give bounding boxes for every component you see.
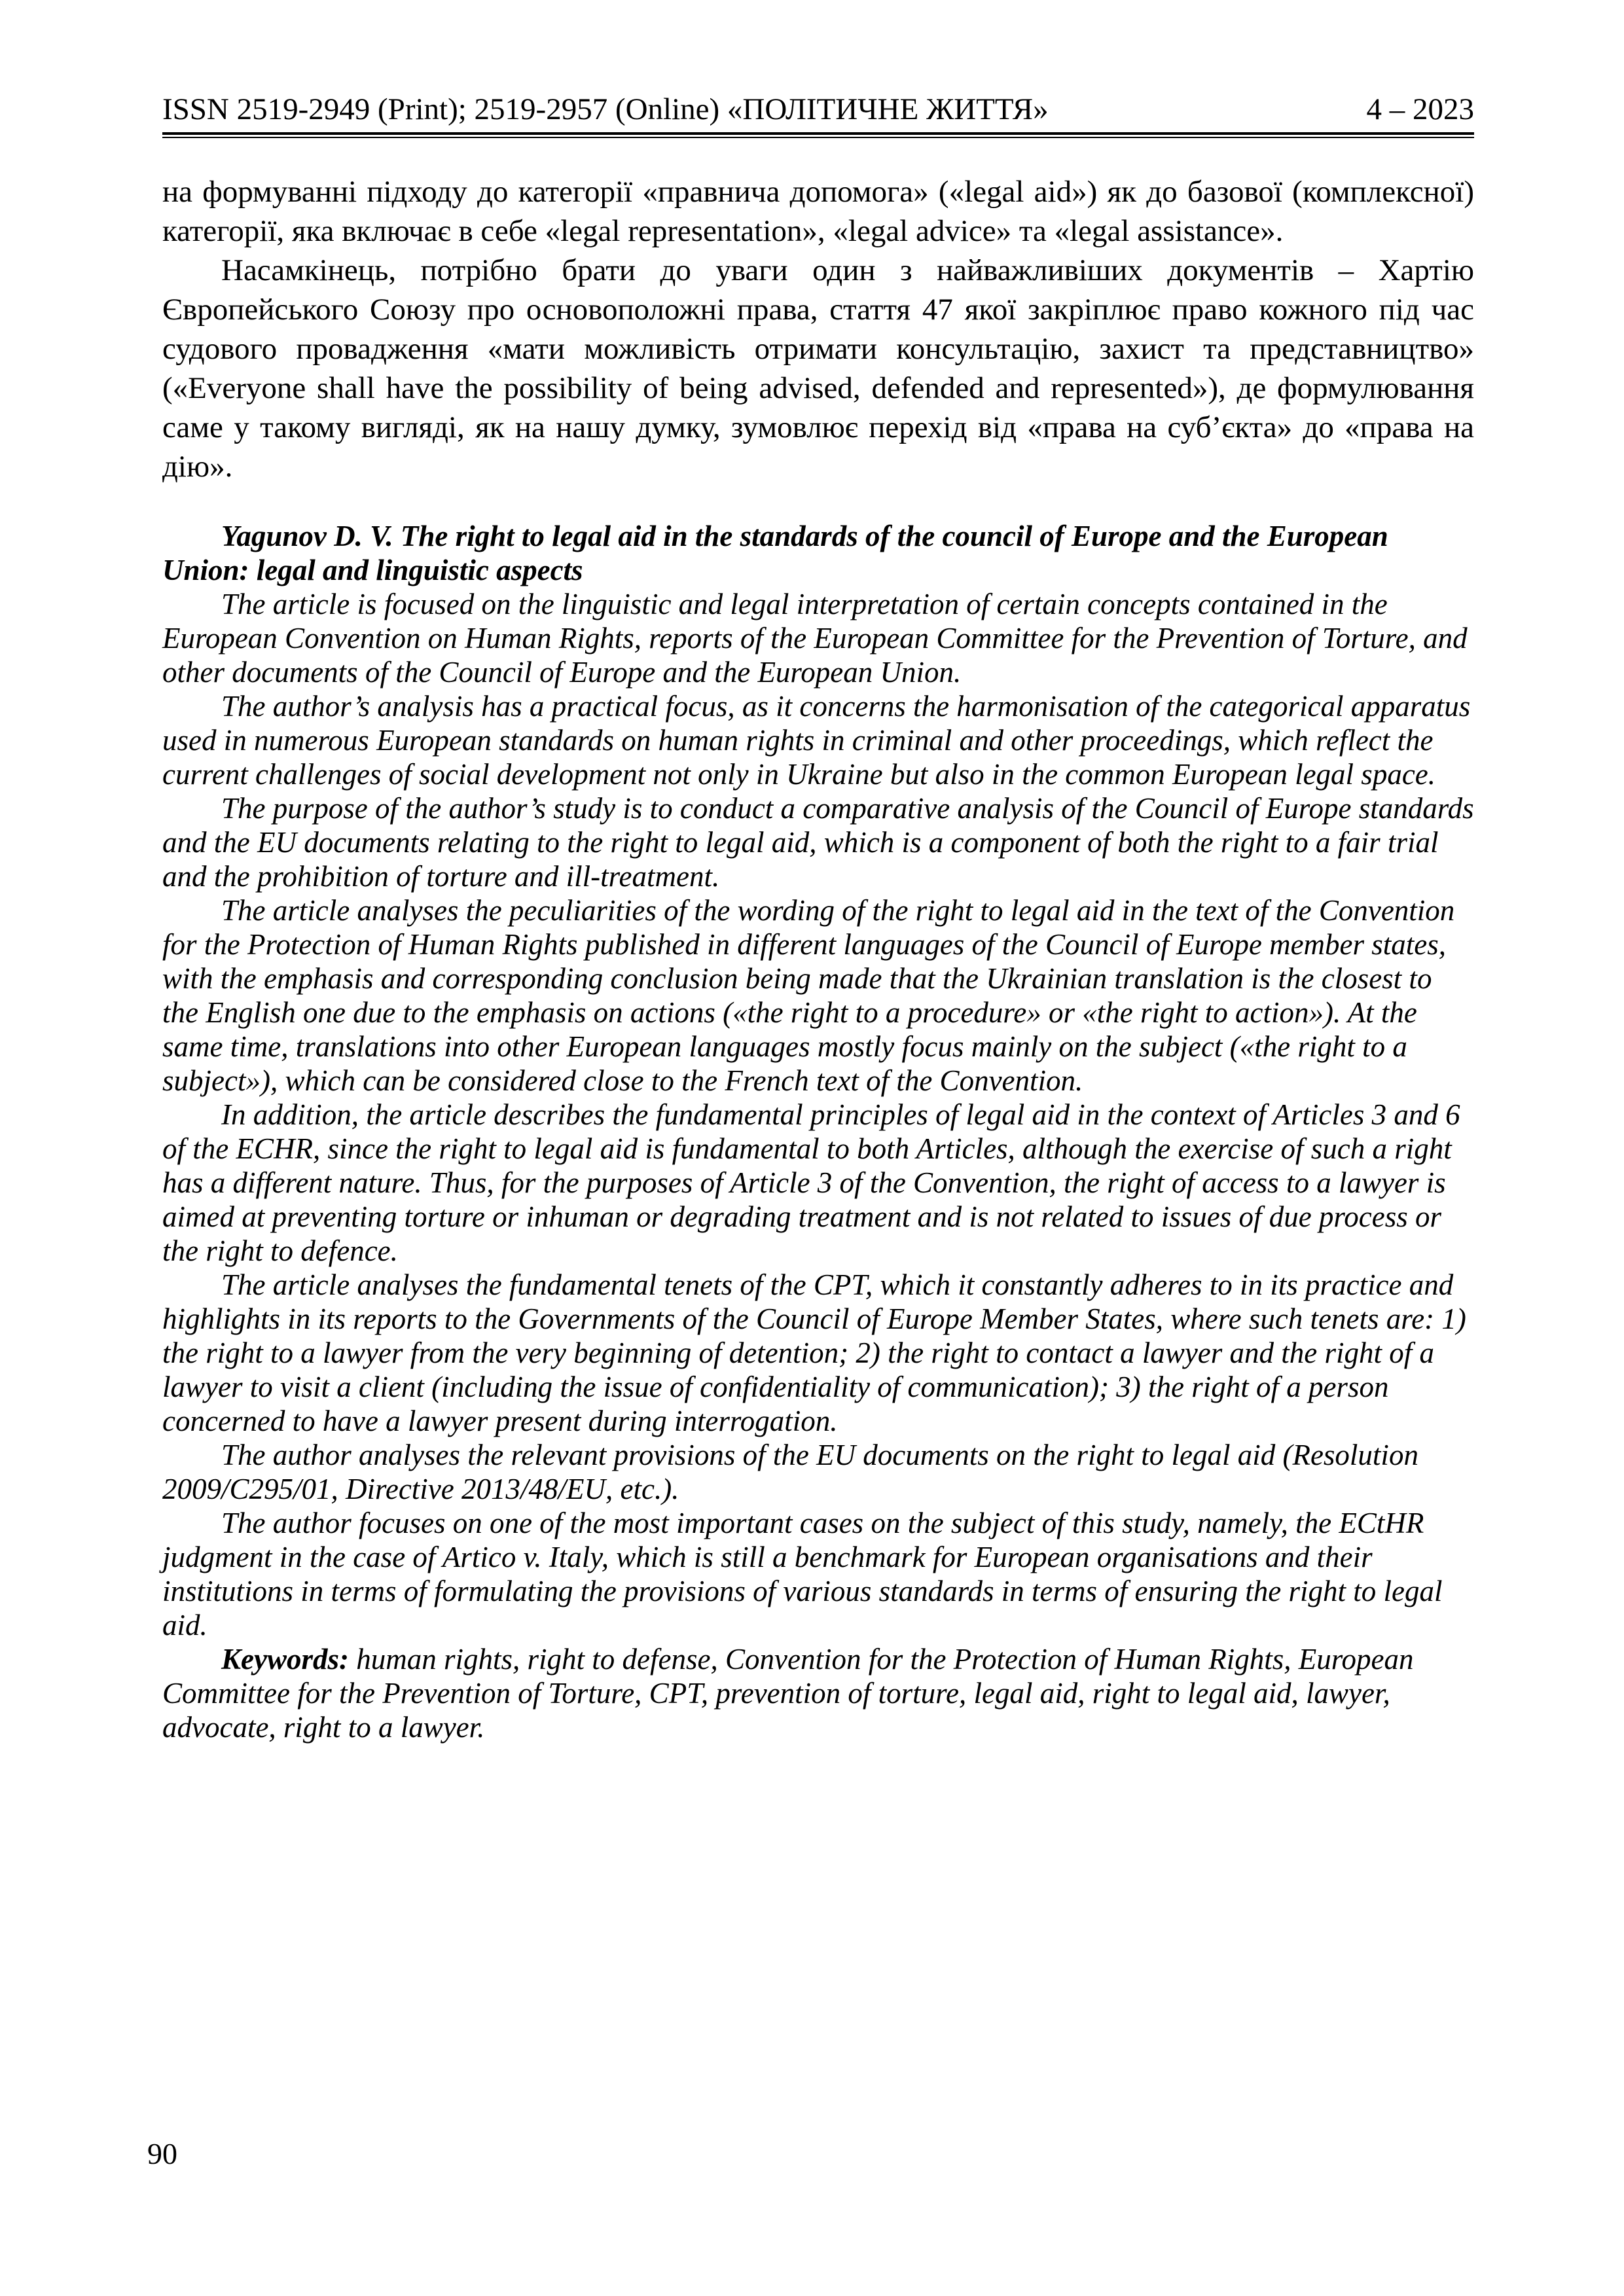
abstract-paragraph: The article analyses the peculiarities of the wording of the right to legal aid in the text of the Convention for the Protection of Human Rights published in different languages of the Council of Europe member states, with the emphasis and corresponding conclusion being made that the Ukrainian translation is the closest to the English one due to the emphasis on actions («the right to a procedure» or «the right to action»). At the same time, translations into other European languages mostly focus mainly on the subject («the right to a subject»), which can be considered close to the French text of the Convention. (162, 894, 1455, 1098)
abstract-paragraph: The author analyses the relevant provisions of the EU documents on the right to legal aid (Resolution 2009/C295/01, Directive 2013/48/EU, etc.). (162, 1439, 1418, 1506)
abstract-paragraph: The author focuses on one of the most important cases on the subject of this study, namely, the ECtHR judgment in the case of Artico v. Italy, which is still a benchmark for European organisations and their institutions in terms of formulating the provisions of various standards in terms of ensuring the right to legal aid. (162, 1507, 1443, 1642)
header-rule (162, 132, 1474, 138)
page-content (162, 0, 1474, 1744)
page-number: 90 (147, 2137, 177, 2170)
issue-number: 4 – 2023 (1366, 92, 1474, 126)
abstract-heading: Yagunov D. V. The right to legal aid in the standards of the council of Europe and the European Union: legal and linguistic aspects (162, 520, 1388, 587)
abstract-paragraph: In addition, the article describes the fundamental principles of legal aid in the context of Articles 3 and 6 of the ECHR, since the right to legal aid is fundamental to both Articles, although the exercise of such a right has a different nature. Thus, for the purposes of Article 3 of the Convention, the right of access to a lawyer is aimed at preventing torture or inhuman or degrading treatment and is not related to issues of due process or the right to defence. (162, 1098, 1460, 1268)
page-header (162, 0, 1474, 127)
keywords-paragraph (162, 1642, 1474, 1744)
abstract-paragraph: The article is focused on the linguistic and legal interpretation of certain concepts contained in the European Convention on Human Rights, reports of the European Committee for the Prevention of Torture, and other documents of the Council of Europe and the European Union. (162, 588, 1468, 689)
article-body (162, 172, 1474, 1744)
journal-issn-title: ISSN 2519-2949 (Print); 2519-2957 (Online) «ПОЛІТИЧНЕ ЖИТТЯ» (162, 92, 1049, 126)
paragraph-uk: Насамкінець, потрібно брати до уваги один з найважливіших документів – Хартію Європейського Союзу про основоположні права, стаття 47 якої закріплює право кожного під час судового провадження «мати можливість отримати консультацію, захист та представництво» («Everyone shall have the possibility of being advised, defended and represented»), де формулювання саме у такому вигляді, як на нашу думку, зумовлює перехід від «права на суб’єкта» до «права на дію». (162, 253, 1474, 484)
abstract-paragraph: The purpose of the author’s study is to conduct a comparative analysis of the Council of Europe standards and the EU documents relating to the right to legal aid, which is a component of both the right to a fair trial and the prohibition of torture and ill-treatment. (162, 792, 1474, 893)
keywords-label: Keywords: (221, 1643, 349, 1676)
keywords-text: human rights, right to defense, Convention for the Protection of Human Rights, European Committee for the Prevention of Torture, CPT, prevention of torture, legal aid, right to legal aid, lawyer, advocate, right to a lawyer. (162, 1643, 1414, 1744)
abstract-paragraph: The article analyses the fundamental tenets of the CPT, which it constantly adheres to in its practice and highlights in its reports to the Governments of the Council of Europe Member States, where such tenets are: 1) the right to a lawyer from the very beginning of detention; 2) the right to contact a lawyer and the right of a lawyer to visit a client (including the issue of confidentiality of communication); 3) the right of a person concerned to have a lawyer present during interrogation. (162, 1268, 1466, 1438)
abstract-paragraph: The author’s analysis has a practical focus, as it concerns the harmonisation of the categorical apparatus used in numerous European standards on human rights in criminal and other proceedings, which reflect the current challenges of social development not only in Ukraine but also in the common European legal space. (162, 690, 1471, 791)
paragraph-uk-continuation: на формуванні підходу до категорії «правнича допомога» («legal aid») як до базової (комплексної) категорії, яка включає в себе «legal representation», «legal advice» та «legal assistance». (162, 175, 1474, 249)
abstract-section (162, 519, 1474, 1744)
